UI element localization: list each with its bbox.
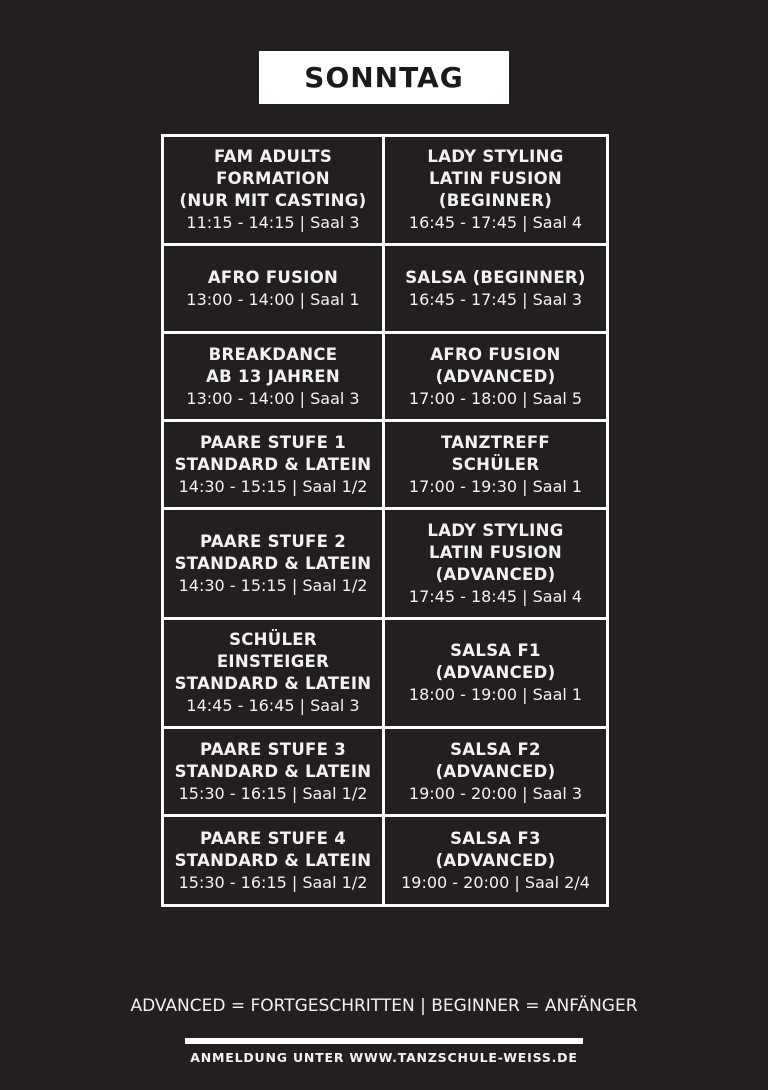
schedule-table: [161, 134, 609, 907]
course-time: 14:30 - 15:15 | Saal 1/2: [178, 476, 368, 496]
course-time: 11:15 - 14:15 | Saal 3: [186, 213, 360, 232]
course-time: 17:00 - 18:00 | Saal 5: [408, 388, 583, 408]
course-name: SALSA F2 (ADVANCED): [435, 739, 556, 781]
course-cell: [385, 137, 606, 246]
course-name: BREAKDANCE AB 13 JAHREN: [206, 344, 340, 386]
course-time: 13:00 - 14:00 | Saal 1: [186, 289, 360, 309]
course-cell: [385, 817, 606, 904]
course-name: LADY STYLING LATIN FUSION (ADVANCED): [427, 520, 564, 584]
course-cell: [164, 422, 385, 510]
course-cell: [164, 510, 385, 620]
course-name: PAARE STUFE 4 STANDARD & LATEIN: [174, 828, 372, 870]
course-time: 18:00 - 19:00 | Saal 1: [408, 685, 583, 704]
course-name: FAM ADULTS FORMATION (NUR MIT CASTING): [179, 147, 367, 210]
course-name: SCHÜLER EINSTEIGER STANDARD & LATEIN: [174, 630, 372, 693]
course-time: 17:00 - 19:30 | Saal 1: [408, 476, 583, 496]
course-name: PAARE STUFE 3 STANDARD & LATEIN: [174, 739, 372, 781]
registration-link[interactable]: ANMELDUNG UNTER WWW.TANZSCHULE-WEISS.DE: [190, 1050, 578, 1065]
footer-divider: [185, 1038, 583, 1044]
course-cell: [164, 334, 385, 422]
course-name: TANZTREFF SCHÜLER: [441, 432, 550, 474]
course-cell: [164, 817, 385, 904]
course-time: 16:45 - 17:45 | Saal 3: [408, 289, 583, 309]
course-time: 19:00 - 20:00 | Saal 2/4: [401, 872, 590, 892]
page-title: SONNTAG: [259, 51, 509, 104]
course-time: 15:30 - 16:15 | Saal 1/2: [178, 872, 368, 892]
course-name: SALSA F3 (ADVANCED): [435, 828, 556, 870]
legend-note: ADVANCED = FORTGESCHRITTEN | BEGINNER = ANFÄNGER: [130, 996, 638, 1016]
course-cell: [385, 422, 606, 510]
course-name: SALSA (BEGINNER): [405, 267, 586, 287]
course-cell: [164, 620, 385, 729]
course-time: 19:00 - 20:00 | Saal 3: [408, 783, 583, 803]
course-time: 14:45 - 16:45 | Saal 3: [186, 696, 360, 715]
course-time: 14:30 - 15:15 | Saal 1/2: [178, 575, 368, 595]
course-name: AFRO FUSION: [207, 267, 339, 287]
course-cell: [385, 246, 606, 334]
course-time: 13:00 - 14:00 | Saal 3: [186, 388, 360, 408]
course-cell: [164, 246, 385, 334]
course-name: SALSA F1 (ADVANCED): [435, 641, 556, 682]
course-name: LADY STYLING LATIN FUSION (BEGINNER): [427, 147, 564, 210]
course-name: AFRO FUSION (ADVANCED): [430, 344, 561, 386]
course-cell: [385, 729, 606, 817]
course-cell: [164, 137, 385, 246]
course-time: 17:45 - 18:45 | Saal 4: [408, 586, 583, 606]
course-cell: [164, 729, 385, 817]
course-cell: [385, 510, 606, 620]
course-cell: [385, 620, 606, 729]
course-cell: [385, 334, 606, 422]
course-time: 15:30 - 16:15 | Saal 1/2: [178, 783, 368, 803]
course-time: 16:45 - 17:45 | Saal 4: [408, 213, 583, 232]
course-name: PAARE STUFE 2 STANDARD & LATEIN: [174, 531, 372, 573]
course-name: PAARE STUFE 1 STANDARD & LATEIN: [174, 432, 372, 474]
